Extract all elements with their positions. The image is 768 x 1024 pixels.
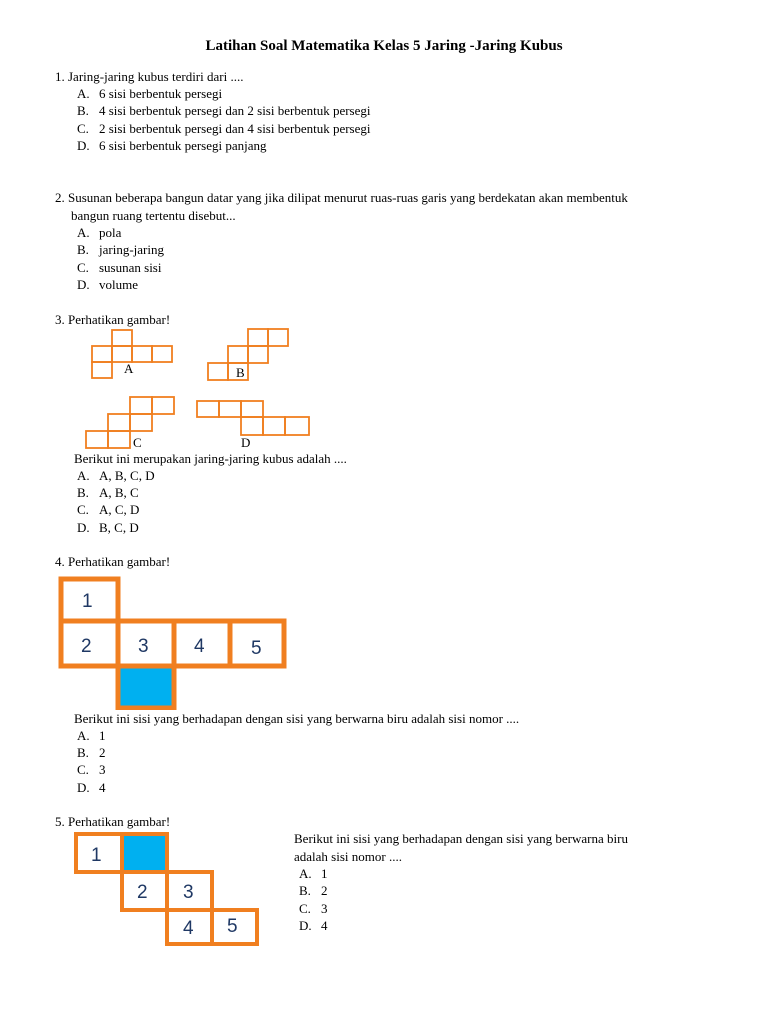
question-3-option-c: C. A, C, D — [77, 502, 140, 517]
question-3-option-a: A. A, B, C, D — [77, 468, 155, 483]
question-1-option-d: D. 6 sisi berbentuk persegi panjang — [77, 138, 267, 153]
question-5-prompt-cont: adalah sisi nomor .... — [294, 849, 402, 864]
question-4-prompt: Berikut ini sisi yang berhadapan dengan sisi yang berwarna biru adalah sisi nomor .... — [74, 711, 520, 726]
question-5-option-c: C. 3 — [299, 901, 328, 916]
cube-net-q4-figure — [58, 576, 290, 710]
q5-face-4: 4 — [183, 918, 194, 939]
cube-net-b — [208, 329, 288, 380]
question-2-option-b: B. jaring-jaring — [77, 242, 164, 257]
net-label-d: D — [241, 435, 251, 450]
question-2-text-cont: bangun ruang tertentu disebut... — [71, 208, 236, 223]
question-3-option-d: D. B, C, D — [77, 520, 139, 535]
question-2-text: 2. Susunan beberapa bangun datar yang jika dilipat menurut ruas-ruas garis yang berdekatan akan membentuk — [55, 190, 628, 205]
question-3-prompt: Berikut ini merupakan jaring-jaring kubus adalah .... — [74, 451, 347, 466]
question-1-text: 1. Jaring-jaring kubus terdiri dari .... — [55, 69, 244, 84]
q4-face-2: 2 — [81, 636, 92, 657]
question-1-option-a: A. 6 sisi berbentuk persegi — [77, 86, 223, 101]
question-5-option-a: A. 1 — [299, 866, 328, 881]
net-label-b: B — [236, 365, 245, 380]
net-label-c: C — [133, 435, 142, 450]
question-2-option-c: C. susunan sisi — [77, 260, 162, 275]
q5-face-1: 1 — [91, 845, 102, 866]
cube-net-c — [86, 397, 174, 448]
q5-face-3: 3 — [183, 882, 194, 903]
q4-face-4: 4 — [194, 636, 205, 657]
q4-face-5: 5 — [251, 638, 262, 659]
q5-face-2: 2 — [137, 882, 148, 903]
question-4-option-a: A. 1 — [77, 728, 106, 743]
question-4-text: 4. Perhatikan gambar! — [55, 554, 171, 569]
question-2-option-a: A. pola — [77, 225, 122, 240]
q4-face-3: 3 — [138, 636, 149, 657]
question-5-text: 5. Perhatikan gambar! — [55, 814, 171, 829]
question-5-prompt: Berikut ini sisi yang berhadapan dengan sisi yang berwarna biru — [294, 831, 628, 846]
question-3-text: 3. Perhatikan gambar! — [55, 312, 171, 327]
cube-nets-figure — [80, 325, 320, 453]
q5-face-5: 5 — [227, 916, 238, 937]
question-1-option-b: B. 4 sisi berbentuk persegi dan 2 sisi berbentuk persegi — [77, 103, 371, 118]
question-4-option-c: C. 3 — [77, 762, 106, 777]
question-4-option-b: B. 2 — [77, 745, 106, 760]
cube-net-d — [197, 401, 309, 435]
cube-net-q5-figure — [70, 831, 266, 947]
q4-face-1: 1 — [82, 591, 93, 612]
question-5-option-b: B. 2 — [299, 883, 328, 898]
question-3-option-b: B. A, B, C — [77, 485, 139, 500]
question-5-option-d: D. 4 — [299, 918, 328, 933]
question-4-option-d: D. 4 — [77, 780, 106, 795]
question-1-option-c: C. 2 sisi berbentuk persegi dan 4 sisi berbentuk persegi — [77, 121, 371, 136]
net-label-a: A — [124, 361, 134, 376]
page-title: Latihan Soal Matematika Kelas 5 Jaring -Jaring Kubus — [205, 38, 563, 54]
question-2-option-d: D. volume — [77, 277, 138, 292]
